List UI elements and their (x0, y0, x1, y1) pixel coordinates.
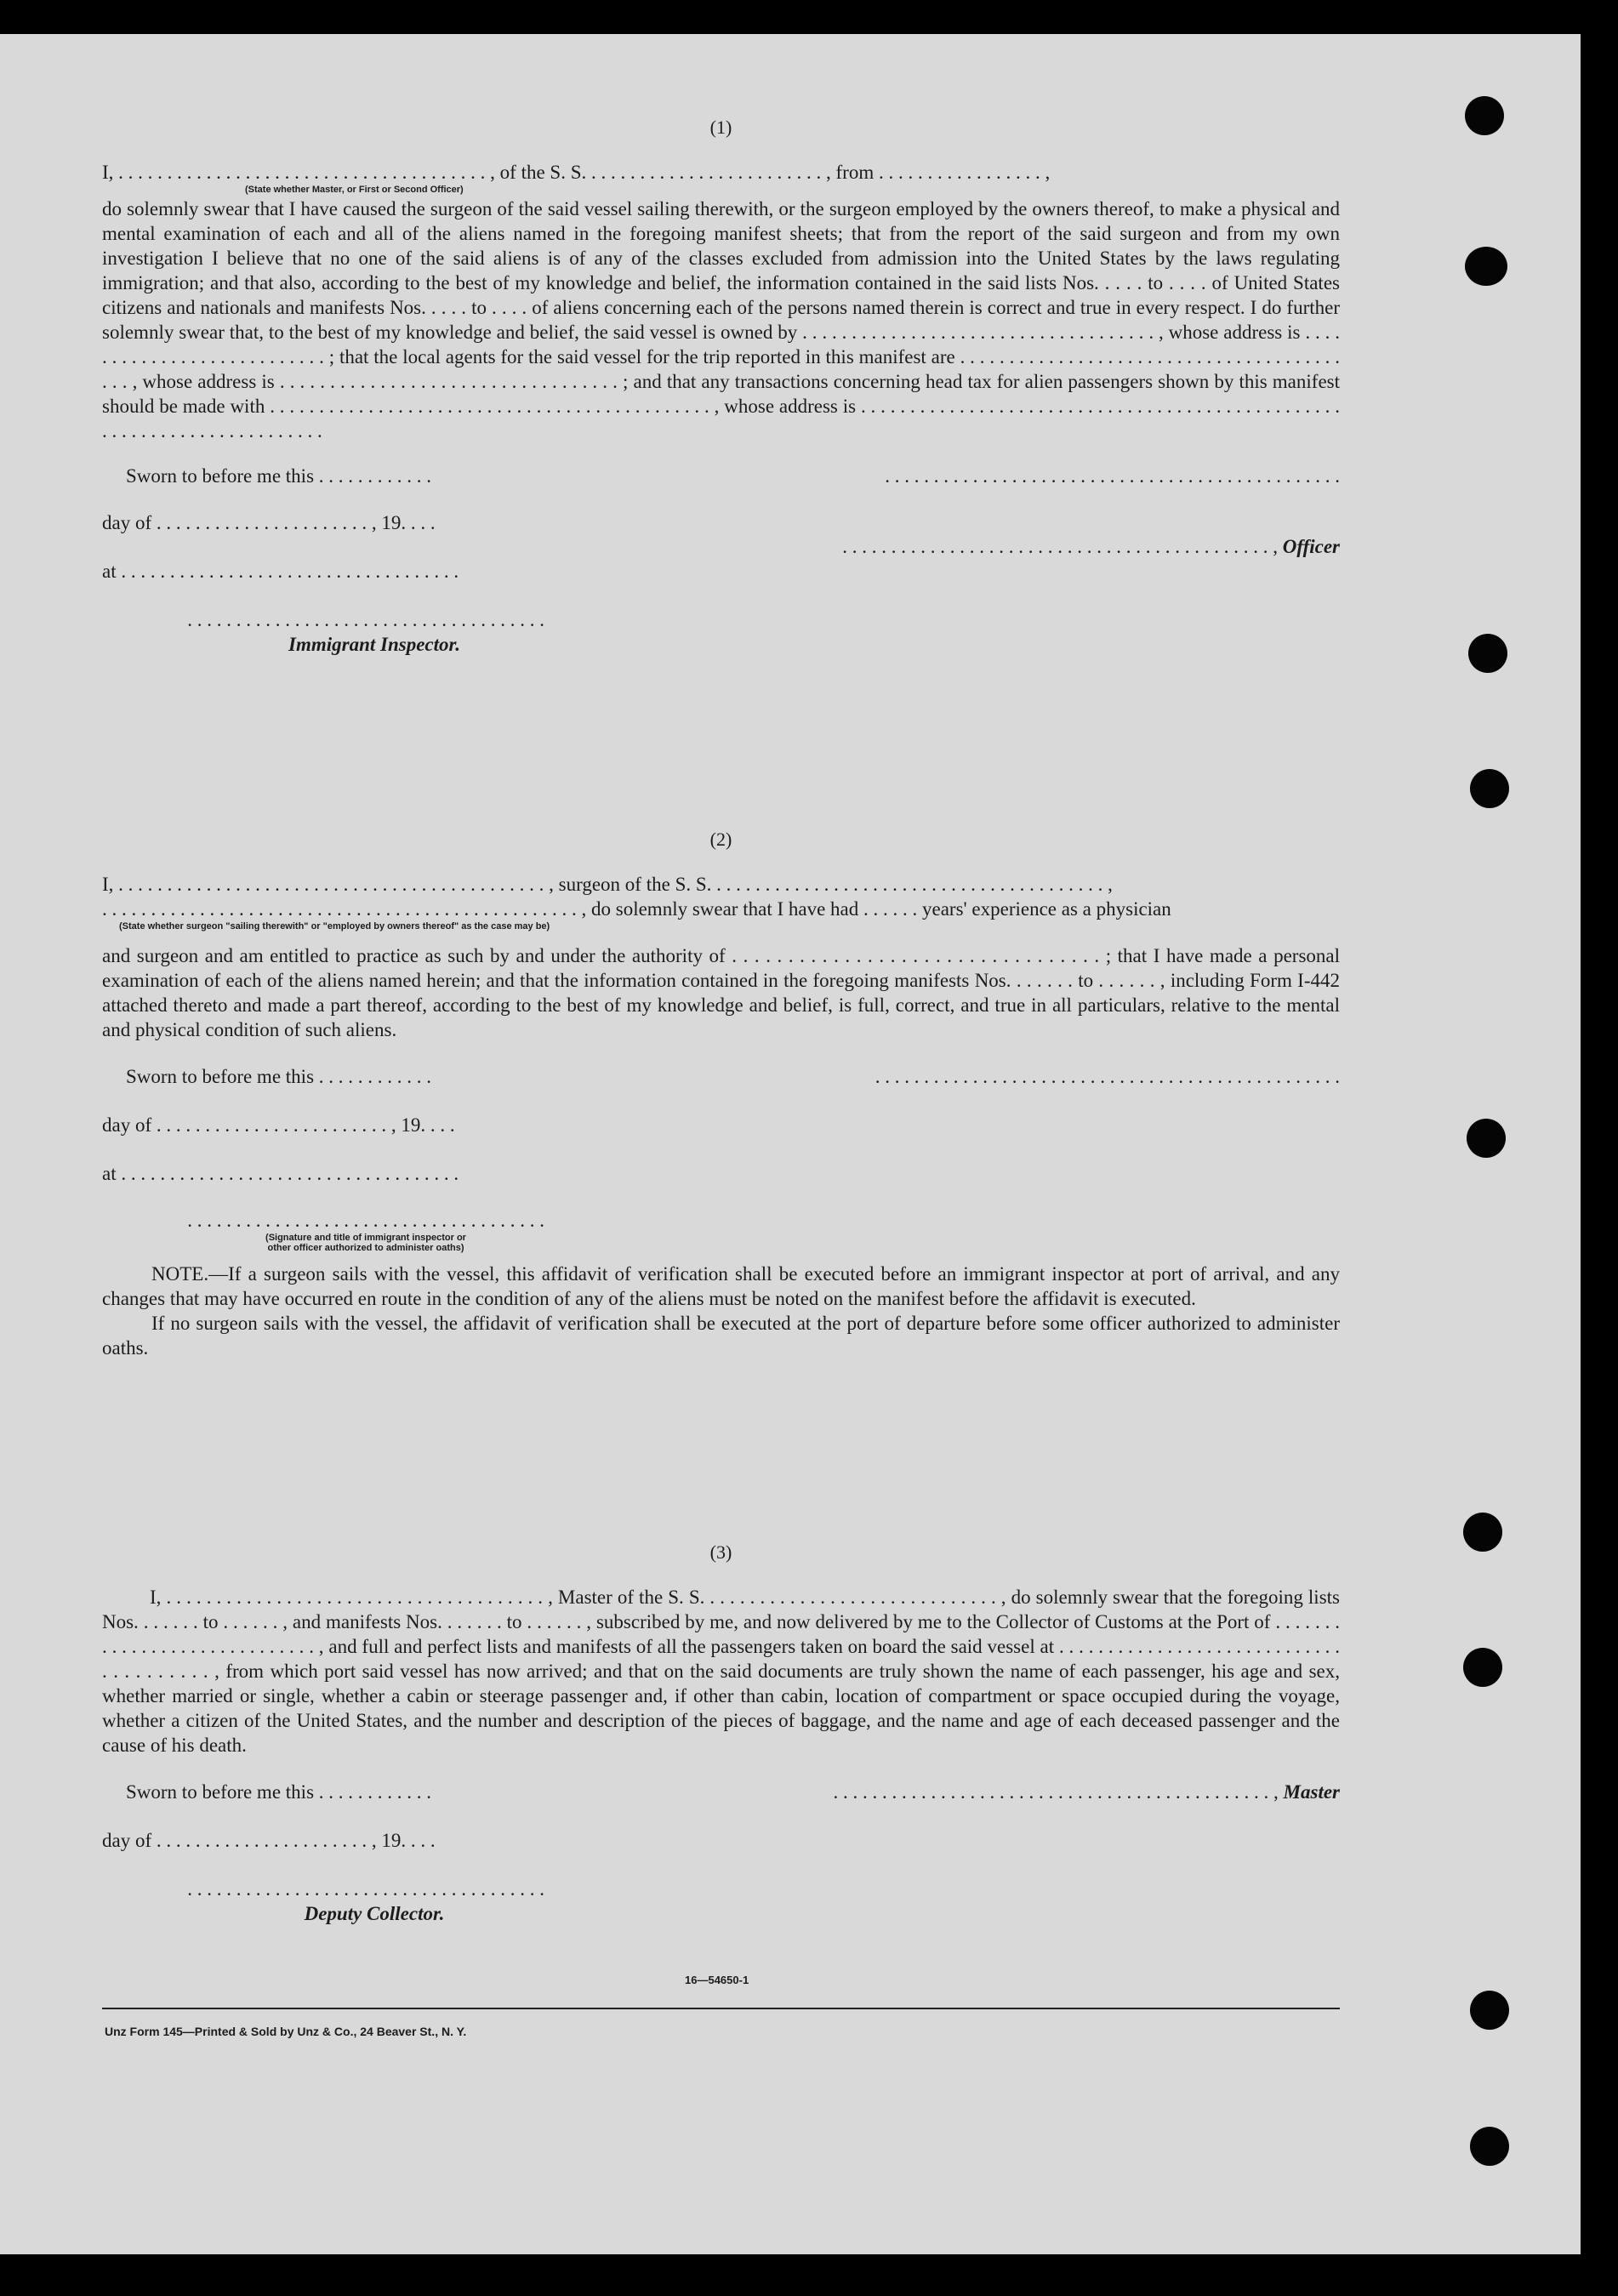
sig-line: . . . . . . . . . . . . . . . . . . . . . . . . . . . . . . . . . . . . . (187, 1210, 544, 1231)
master-signature (795, 1780, 1340, 1804)
punch-hole (1465, 96, 1504, 135)
sworn-row (102, 464, 1340, 488)
day-text: day of . . . . . . . . . . . . . . . . . . . . . . , 19. . . . (102, 1830, 436, 1851)
sig-note-line-1: (Signature and title of immigrant inspector or (265, 1233, 466, 1243)
officer-line: I, . . . . . . . . . . . . . . . . . . . . . . . . . . . . . . . . . . . . . . , of the S. S. . . . . . . . . . . . . . . . . . . . . . . . . , from . . . . . . . . . . . . . . . . . , (102, 162, 1051, 183)
section-number: (3) (709, 1541, 732, 1563)
officer-dots: . . . . . . . . . . . . . . . . . . . . . . . . . . . . . . . . . . . . . . . . . . . . , (842, 536, 1278, 557)
sworn-row (102, 1064, 1340, 1089)
master-body: I, . . . . . . . . . . . . . . . . . . . . . . . . . . . . . . . . . . . . . . , Master of the S. S. . . . . . . . . . . . . . . . . . . . . . . . . . . . . . , do solemnly swear that the foregoing lists Nos. . . . . . . to . . . . . . , and manifests Nos. . . . . . . to . . . . . . , subscribed by me, and now delivered by me to the Collector of Customs at the Port of . . . . . . . . . . . . . . . . . . . . . . . . . . . . . , and full and perfect lists and manifests of all the passengers taken on board the said vessel at . . . . . . . . . . . . . . . . . . . . . . . . . . . . . . . . . . . . . . . , from which port said vessel has now arrived; and that on the said documents are truly shown the name of each passenger, his age and sex, whether married or single, whether a cabin or steerage passenger and, if other than cabin, location of compartment or space occupied during the voyage, whether a citizen of the United States, and the number and description of the pieces of baggage, and the name and age of each deceased passenger and the cause of his death. (102, 1587, 1340, 1756)
punch-hole (1470, 769, 1509, 808)
punch-hole (1470, 1991, 1509, 2030)
punch-hole (1463, 1513, 1502, 1552)
sworn-text: Sworn to before me this . . . . . . . . . . . . (126, 465, 432, 487)
note-text: —If a surgeon sails with the vessel, this affidavit of verification shall be executed before an immigrant inspector at port of arrival, and any changes that may have occurred en route in the condition of any of the aliens must be noted on the manifest before the affidavit is executed. (102, 1263, 1340, 1309)
sworn-text: Sworn to before me this . . . . . . . . . . . . (126, 1781, 432, 1803)
collector-dots: . . . . . . . . . . . . . . . . . . . . . . . . . . . . . . . . . . . . . (187, 1878, 544, 1900)
form-page (0, 34, 1581, 2254)
surgeon-line: I, . . . . . . . . . . . . . . . . . . . . . . . . . . . . . . . . . . . . . . . . . . . . , surgeon of the S. S. . . . . . . . . . . . . . . . . . . . . . . . . . . . . . . . . . . . . . . . . , (102, 874, 1113, 895)
signature-dots: . . . . . . . . . . . . . . . . . . . . . . . . . . . . . . . . . . . . . . . . . . . . . . . (885, 465, 1340, 487)
punch-hole (1465, 247, 1507, 286)
footer-rule (102, 2008, 1340, 2009)
officer-label: Officer (1282, 536, 1340, 557)
footer-text: Unz Form 145—Printed & Sold by Unz & Co., 24 Beaver St., N. Y. (105, 2025, 467, 2038)
section-2 (102, 827, 1340, 1360)
punch-hole (1468, 634, 1507, 673)
sig-note-line-2: other officer authorized to administer oaths) (267, 1243, 464, 1253)
punch-hole (1467, 1119, 1506, 1158)
day-text: day of . . . . . . . . . . . . . . . . . . . . . . , 19. . . . (102, 512, 436, 533)
sworn-text: Sworn to before me this . . . . . . . . . . . . (126, 1066, 432, 1087)
officer-note: (State whether Master, or First or Second Officer) (245, 185, 464, 195)
oath-body: do solemnly swear that I have caused the surgeon of the said vessel sailing therewith, or the surgeon employed by the owners thereof, to make a physical and mental examination of each and all of the aliens named in the foregoing manifest sheets; that from the report of the said surgeon and from my own investigation I believe that no one of the said aliens is of any of the classes excluded from admission into the United States by the laws regulating immigration; and that also, according to the best of my knowledge and belief, the information contained in the said lists Nos. . . . . to . . . . of United States citizens and nationals and manifests Nos. . . . . to . . . . of aliens concerning each of the persons named therein is correct and true in every respect. I do further solemnly swear that, to the best of my knowledge and belief, the said vessel is owned by . . . . . . . . . . . . . . . . . . . . . . . . . . . . . . . . . . . . , whose address is . . . . . . . . . . . . . . . . . . . . . . . . . . . ; that the local agents for the said vessel for the trip reported in this manifest are . . . . . . . . . . . . . . . . . . . . . . . . . . . . . . . . . . . . . . . . . . , whose address is . . . . . . . . . . . . . . . . . . . . . . . . . . . . . . . . . . ; and that any transactions concerning head tax for alien passengers shown by this manifest should be made with . . . . . . . . . . . . . . . . . . . . . . . . . . . . . . . . . . . . . . . . . . . . . , whose address is . . . . . . . . . . . . . . . . . . . . . . . . . . . . . . . . . . . . . . . . . . . . . . . . . . . . . . . . . . . . . . . . . . . . . . . . (102, 198, 1340, 442)
signature-dots: . . . . . . . . . . . . . . . . . . . . . . . . . . . . . . . . . . . . . . . . . . . . . . . . (875, 1066, 1340, 1087)
inspector-dots: . . . . . . . . . . . . . . . . . . . . . . . . . . . . . . . . . . . . . (187, 609, 544, 630)
inspector-label: Immigrant Inspector. (288, 634, 460, 655)
surgeon-note: (State whether surgeon "sailing therewith" or "employed by owners thereof" as the case may be) (119, 921, 550, 932)
master-label: Master (1283, 1781, 1340, 1803)
day-text: day of . . . . . . . . . . . . . . . . . . . . . . . . , 19. . . . (102, 1114, 455, 1136)
punch-hole (1470, 2127, 1509, 2166)
note-label: NOTE. (151, 1263, 209, 1285)
section-number: (1) (709, 117, 732, 138)
officer-signature (795, 534, 1340, 559)
experience-line: . . . . . . . . . . . . . . . . . . . . . . . . . . . . . . . . . . . . . . . . . . . . . . . . . , do solemnly swear that I have had . . . . . . years' experience as a physician (102, 898, 1171, 920)
at-text: at . . . . . . . . . . . . . . . . . . . . . . . . . . . . . . . . . . . (102, 561, 459, 582)
surgeon-body: and surgeon and am entitled to practice as such by and under the authority of . . . . . . . . . . . . . . . . . . . . . . . . . . . . . . . . . ; that I have made a personal examination of each of the aliens named herein; and that the information contained in the foregoing manifests Nos. . . . . . . to . . . . . . , including Form I-442 attached thereto and made a part thereof, according to the best of my knowledge and belief, is full, correct, and true in all particulars, relative to the mental and physical condition of such aliens. (102, 945, 1340, 1040)
section-3 (102, 1540, 1340, 1926)
master-dots: . . . . . . . . . . . . . . . . . . . . . . . . . . . . . . . . . . . . . . . . . . . . . , (833, 1781, 1279, 1803)
sig-note (102, 1233, 553, 1253)
punch-hole (1463, 1648, 1502, 1687)
note-paragraph (102, 1262, 1340, 1311)
section-number: (2) (709, 829, 732, 850)
note-paragraph-2: If no surgeon sails with the vessel, the affidavit of verification shall be executed at the port of departure before some officer authorized to administer oaths. (102, 1313, 1340, 1359)
form-code: 16—54650-1 (685, 1974, 749, 1986)
section-1 (102, 115, 1340, 657)
collector-label: Deputy Collector. (304, 1903, 445, 1924)
sworn-row (102, 1780, 1340, 1804)
day-row (102, 510, 1340, 557)
at-text: at . . . . . . . . . . . . . . . . . . . . . . . . . . . . . . . . . . . (102, 1163, 459, 1184)
